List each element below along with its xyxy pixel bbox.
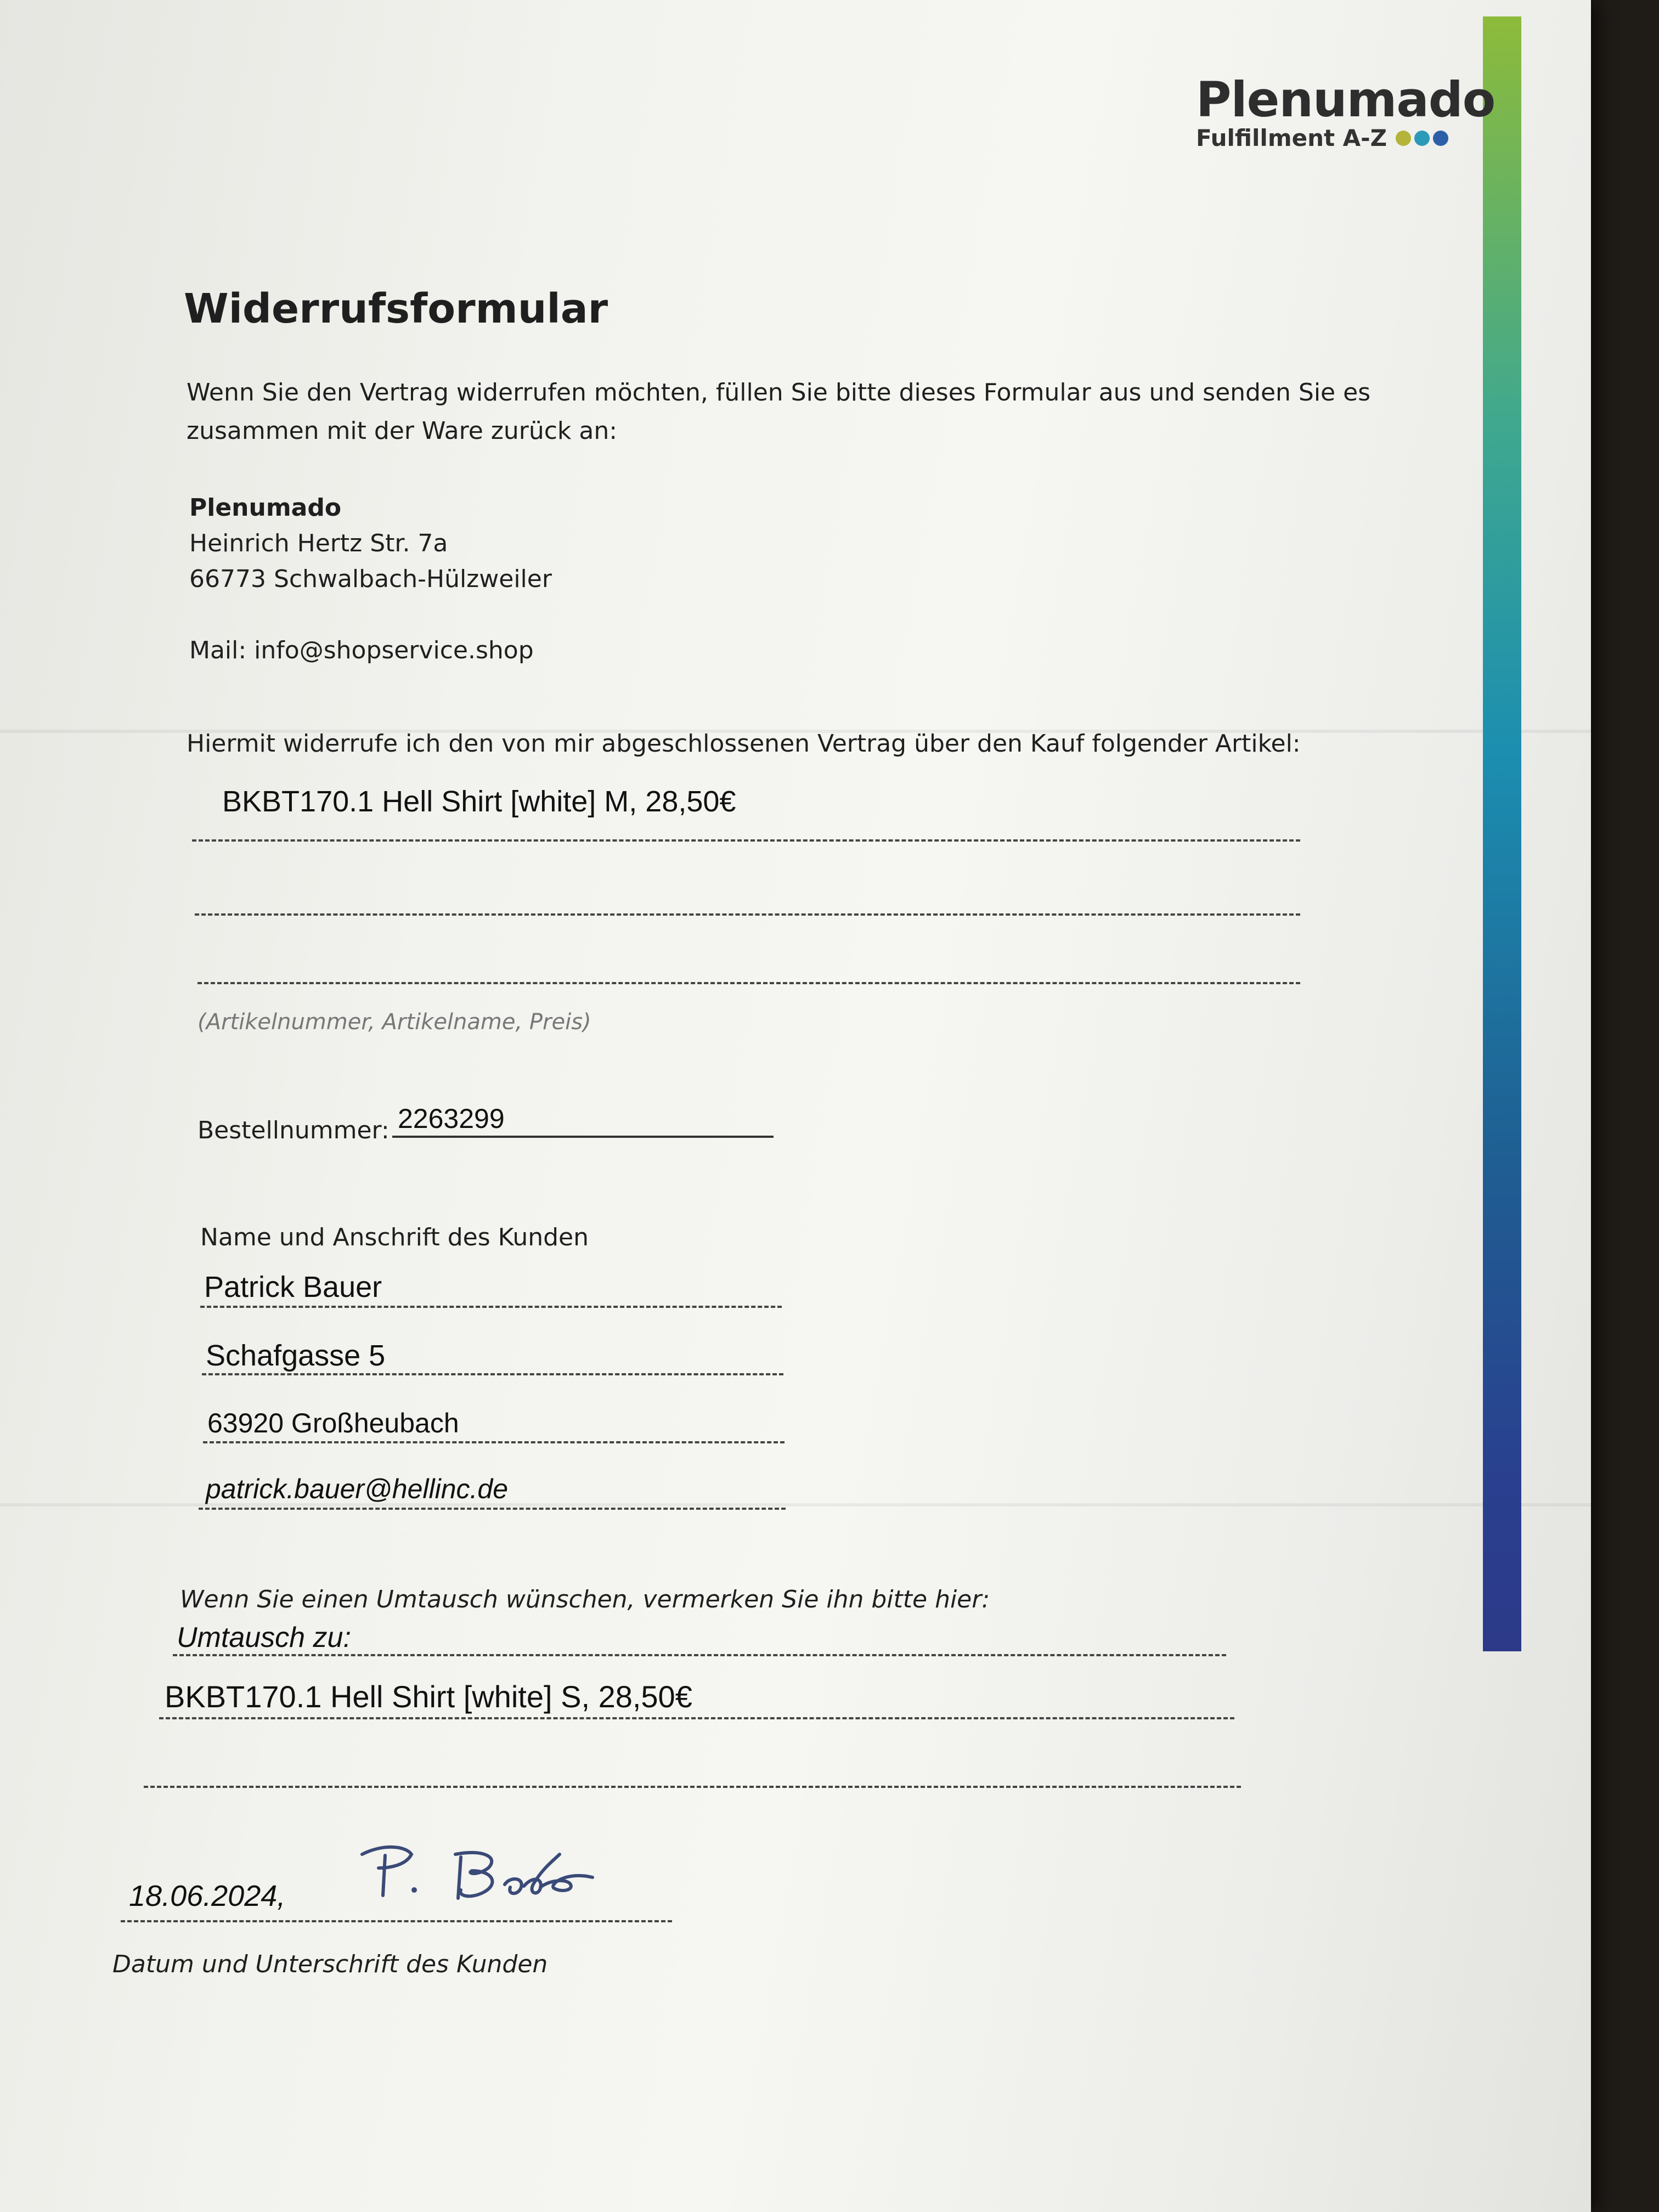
customer-name: Patrick Bauer bbox=[204, 1271, 382, 1304]
customer-email-rule bbox=[199, 1508, 786, 1510]
return-company: Plenumado bbox=[189, 494, 342, 522]
customer-street: Schafgasse 5 bbox=[206, 1339, 386, 1372]
article-line-3-rule bbox=[198, 982, 1300, 984]
exchange-line-2: BKBT170.1 Hell Shirt [white] S, 28,50€ bbox=[165, 1679, 692, 1714]
customer-email: patrick.bauer@hellinc.de bbox=[206, 1474, 509, 1504]
exchange-line-2-rule bbox=[159, 1717, 1234, 1719]
brand-color-bar bbox=[1483, 16, 1521, 1651]
signature-rule bbox=[121, 1920, 672, 1922]
exchange-label: Wenn Sie einen Umtausch wünschen, vermerken Sie ihn bitte hier: bbox=[180, 1585, 990, 1613]
article-hint: (Artikelnummer, Artikelname, Preis) bbox=[198, 1009, 591, 1035]
dot-icon bbox=[1396, 131, 1411, 146]
intro-line-1: Wenn Sie den Vertrag widerrufen möchten, füllen Sie bitte dieses Formular aus und senden Sie es bbox=[187, 379, 1371, 407]
brand-name: Plenumado bbox=[1196, 71, 1496, 128]
exchange-line-3-rule bbox=[144, 1786, 1241, 1788]
customer-label: Name und Anschrift des Kunden bbox=[200, 1223, 589, 1251]
signature-label: Datum und Unterschrift des Kunden bbox=[112, 1950, 548, 1978]
return-city: 66773 Schwalbach-Hülzweiler bbox=[189, 565, 552, 593]
order-number-rule bbox=[392, 1136, 774, 1138]
revocation-text: Hiermit widerrufe ich den von mir abgeschlossenen Vertrag über den Kauf folgender Artikel: bbox=[187, 730, 1301, 758]
handwritten-signature bbox=[351, 1838, 614, 1915]
exchange-line-1: Umtausch zu: bbox=[177, 1622, 351, 1654]
return-mail: Mail: info@shopservice.shop bbox=[189, 636, 534, 664]
order-number-value: 2263299 bbox=[398, 1103, 505, 1134]
brand-logo bbox=[1196, 71, 1495, 151]
brand-tagline: Fulfillment A-Z bbox=[1196, 125, 1387, 151]
signature-date: 18.06.2024, bbox=[129, 1880, 286, 1912]
form-title: Widerrufsformular bbox=[184, 285, 608, 332]
customer-city: 63920 Großheubach bbox=[207, 1408, 459, 1438]
exchange-line-1-rule bbox=[173, 1654, 1226, 1656]
dot-icon bbox=[1414, 131, 1430, 146]
order-number-label: Bestellnummer: bbox=[198, 1116, 390, 1144]
customer-name-rule bbox=[200, 1306, 782, 1308]
return-street: Heinrich Hertz Str. 7a bbox=[189, 529, 448, 557]
article-line-1: BKBT170.1 Hell Shirt [white] M, 28,50€ bbox=[222, 785, 736, 818]
customer-street-rule bbox=[202, 1373, 783, 1375]
article-line-2-rule bbox=[195, 913, 1300, 916]
dot-icon bbox=[1433, 131, 1448, 146]
brand-dots-icon bbox=[1396, 131, 1448, 146]
customer-city-rule bbox=[203, 1441, 785, 1443]
intro-line-2: zusammen mit der Ware zurück an: bbox=[187, 417, 618, 445]
article-line-1-rule bbox=[192, 839, 1300, 842]
